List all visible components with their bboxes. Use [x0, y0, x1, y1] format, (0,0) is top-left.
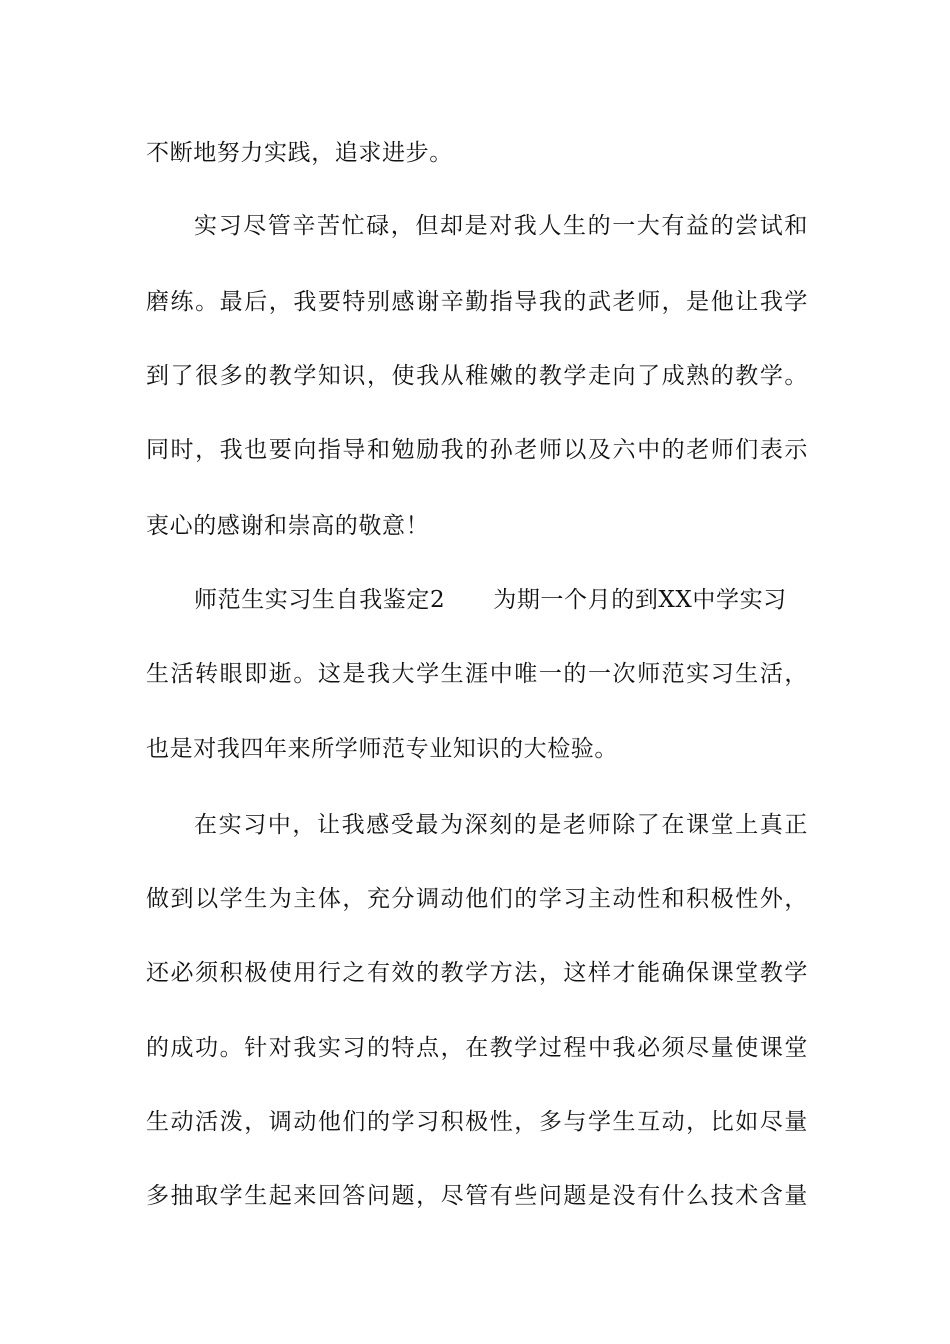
paragraph-line: 生动活泼，调动他们的学习积极性，多与学生互动，比如尽量 [146, 1109, 808, 1135]
paragraph-line: 也是对我四年来所学师范专业知识的大检验。 [146, 736, 618, 762]
paragraph-line: 实习尽管辛苦忙碌，但却是对我人生的一大有益的尝试和 [194, 213, 808, 239]
paragraph-line: 的成功。针对我实习的特点，在教学过程中我必须尽量使课堂 [146, 1035, 808, 1061]
paragraph-line: 磨练。最后，我要特别感谢辛勤指导我的武老师，是他让我学 [146, 289, 808, 315]
section-heading-line [194, 580, 808, 620]
paragraph-line: 生活转眼即逝。这是我大学生涯中唯一的一次师范实习生活， [146, 661, 808, 687]
paragraph-line: 不断地努力实践，追求进步。 [146, 140, 453, 166]
section-heading: 师范生实习生自我鉴定2 [194, 587, 446, 613]
paragraph-line: 做到以学生为主体，充分调动他们的学习主动性和积极性外， [146, 886, 808, 912]
paragraph-line: 衷心的感谢和崇高的敬意！ [146, 513, 430, 539]
paragraph-line: 同时，我也要向指导和勉励我的孙老师以及六中的老师们表示 [146, 437, 808, 463]
paragraph-line: 在实习中，让我感受最为深刻的是老师除了在课堂上真正 [194, 812, 808, 838]
paragraph-line: 多抽取学生起来回答问题，尽管有些问题是没有什么技术含量 [146, 1183, 808, 1209]
paragraph-line: 还必须积极使用行之有效的教学方法，这样才能确保课堂教学 [146, 960, 808, 986]
section-first-line: 为期一个月的到XX中学实习 [493, 587, 787, 613]
paragraph-line: 到了很多的教学知识，使我从稚嫩的教学走向了成熟的教学。 [146, 363, 808, 389]
